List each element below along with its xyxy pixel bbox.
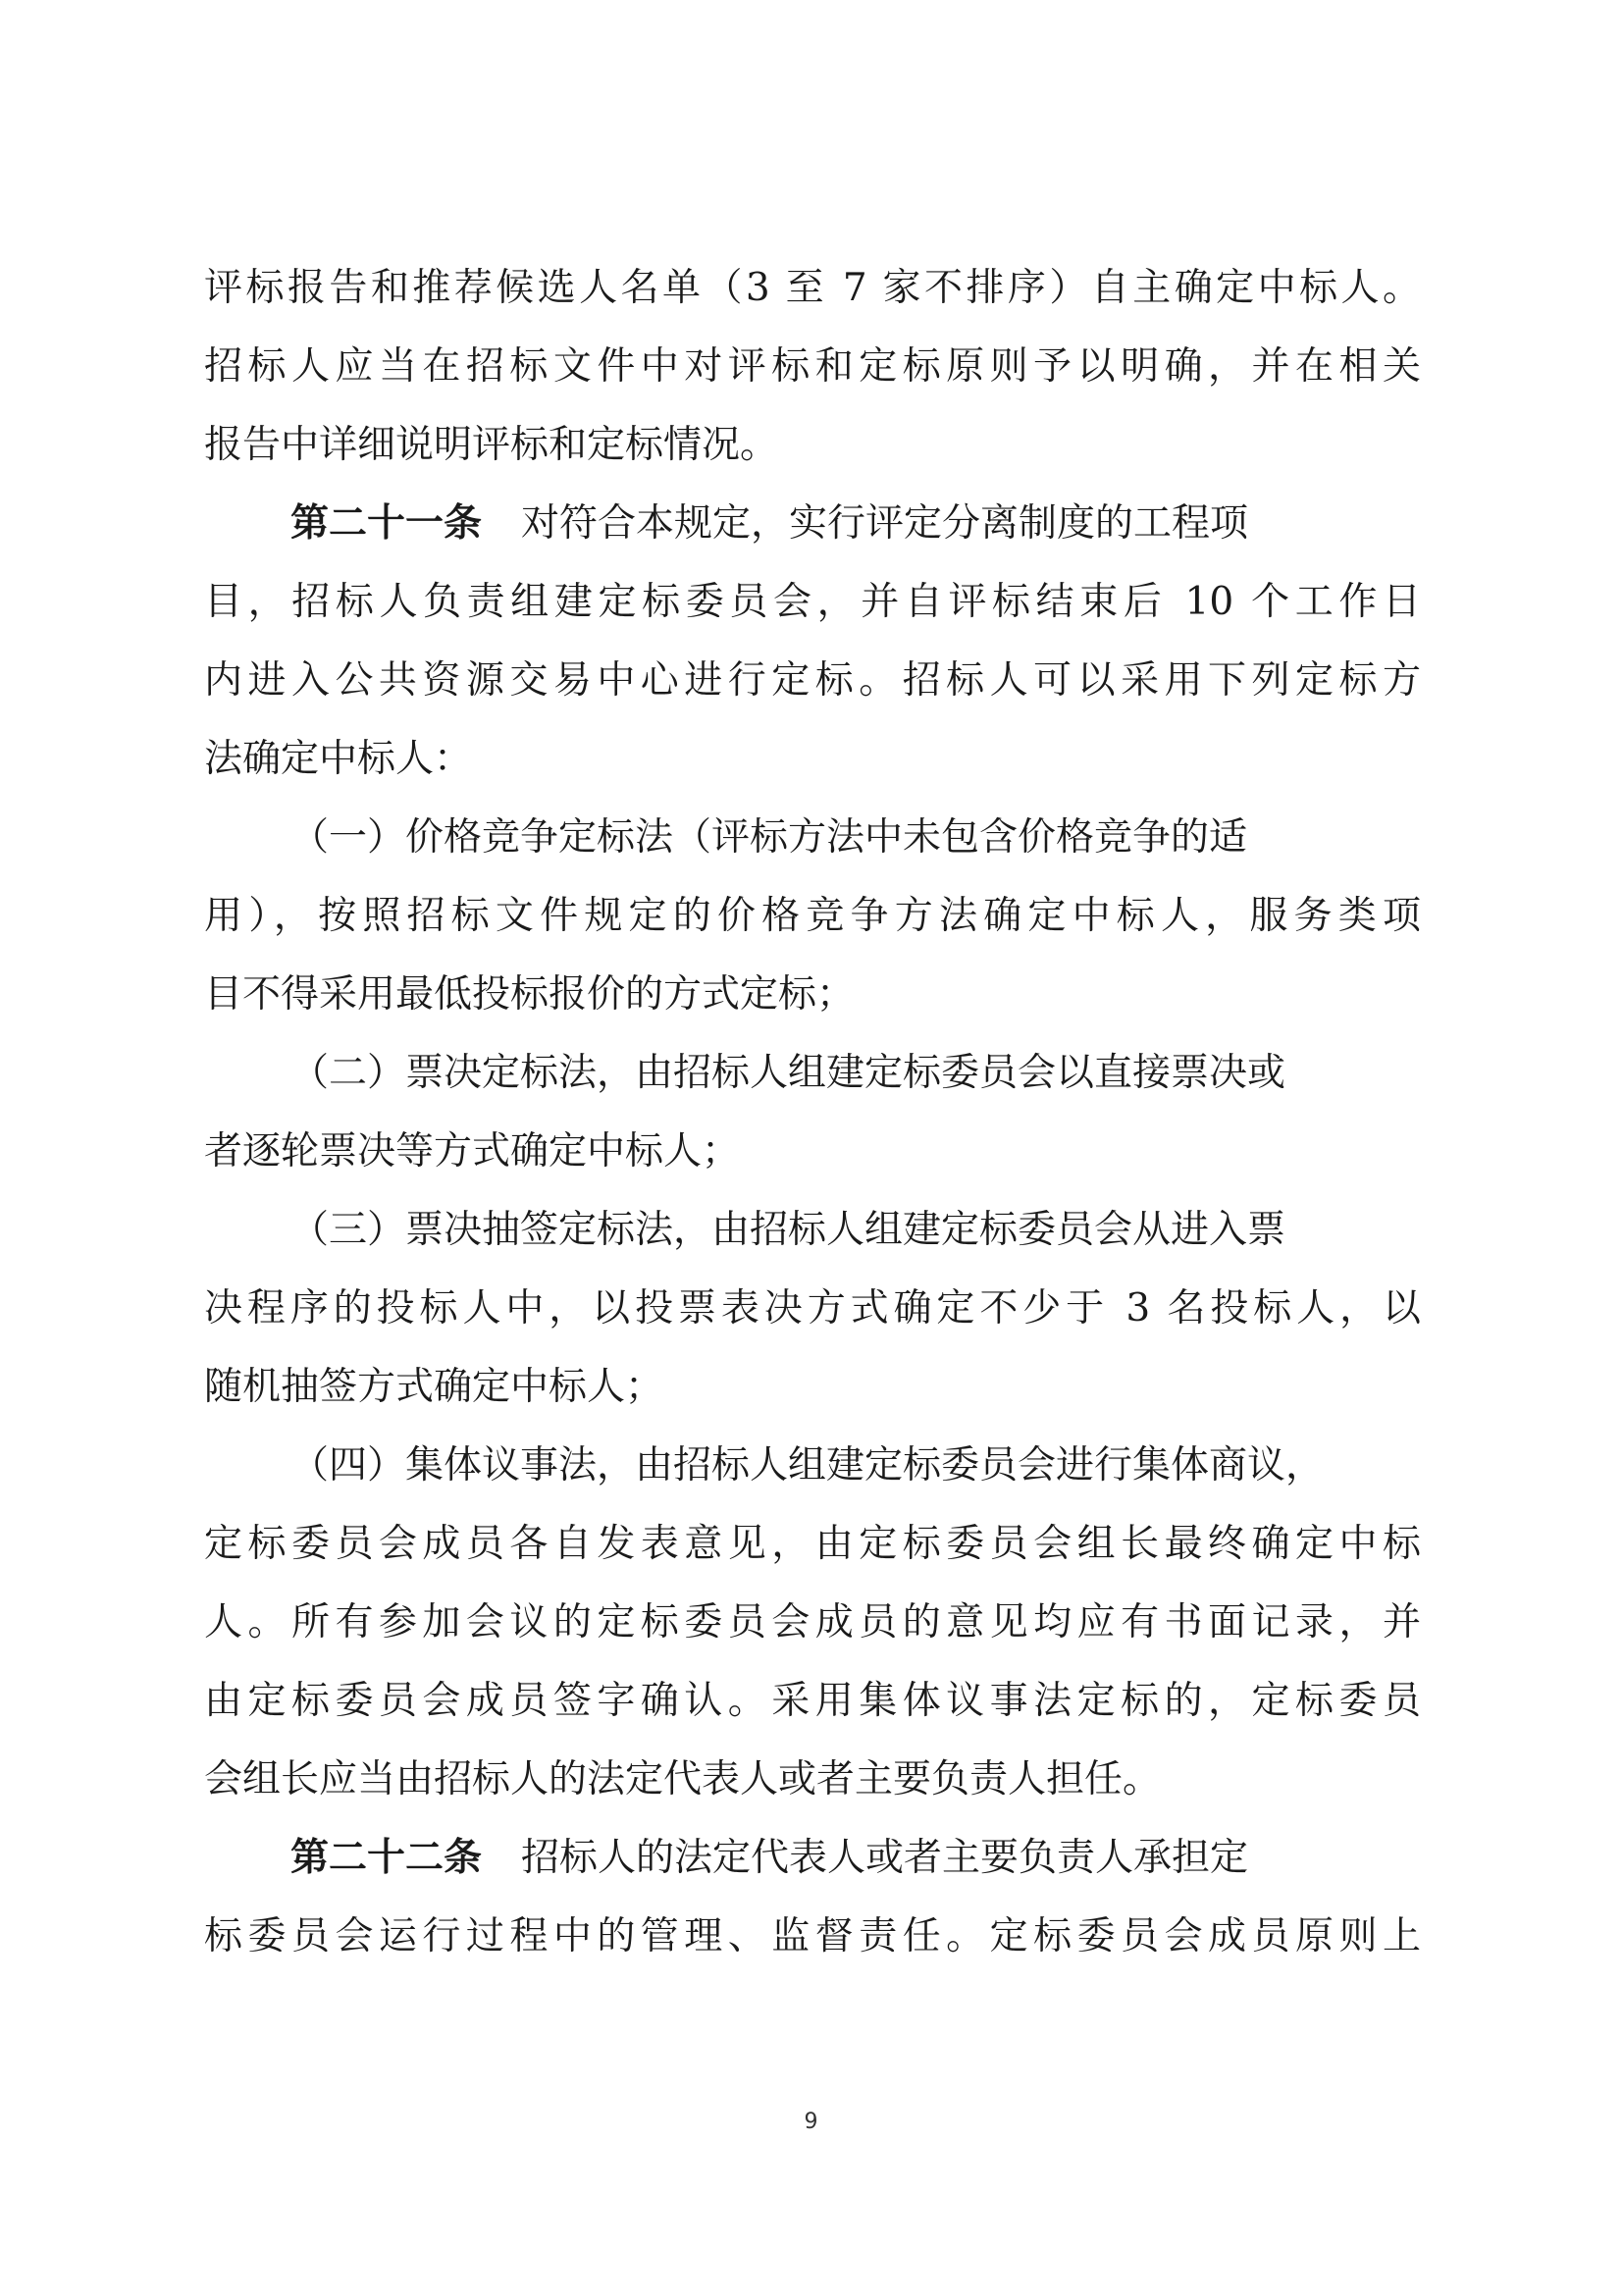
body-line: 目不得采用最低投标报价的方式定标；: [204, 972, 856, 1017]
body-line: 决程序的投标人中，以投票表决方式确定不少于 3 名投标人，以: [204, 1286, 1421, 1331]
body-line: 对符合本规定，实行评定分离制度的工程项: [521, 501, 1249, 546]
body-line: 者逐轮票决等方式确定中标人；: [204, 1129, 741, 1174]
body-line: 标委员会运行过程中的管理、监督责任。定标委员会成员原则上: [204, 1914, 1421, 1958]
body-line: 定标委员会成员各自发表意见，由定标委员会组长最终确定中标: [204, 1522, 1421, 1566]
body-line: 目，招标人负责组建定标委员会，并自评标结束后 10 个工作日: [204, 580, 1421, 624]
body-line: 由定标委员会成员签字确认。采用集体议事法定标的，定标委员: [204, 1679, 1421, 1723]
article-22-heading: 第二十二条: [290, 1836, 483, 1880]
article-21-first-line: [290, 493, 1421, 555]
body-line: 用），按照招标文件规定的价格竞争方法确定中标人，服务类项: [204, 894, 1421, 938]
body-line: 招标人应当在招标文件中对评标和定标原则予以明确，并在相关: [204, 344, 1421, 389]
article-22-first-line: [290, 1827, 1421, 1890]
body-line: 法确定中标人：: [204, 737, 473, 781]
body-line: 招标人的法定代表人或者主要负责人承担定: [521, 1836, 1249, 1880]
body-line: （一）价格竞争定标法（评标方法中未包含价格竞争的适: [290, 815, 1248, 860]
body-line: （二）票决定标法，由招标人组建定标委员会以直接票决或: [290, 1051, 1286, 1095]
body-line: 人。所有参加会议的定标委员会成员的意见均应有书面记录，并: [204, 1600, 1421, 1644]
body-line: （四）集体议事法，由招标人组建定标委员会进行集体商议，: [290, 1443, 1325, 1487]
body-line: 报告中详细说明评标和定标情况。: [204, 423, 779, 467]
page-number: 9: [804, 2110, 818, 2134]
body-line: 评标报告和推荐候选人名单（3 至 7 家不排序）自主确定中标人。: [204, 266, 1421, 310]
body-line: 内进入公共资源交易中心进行定标。招标人可以采用下列定标方: [204, 658, 1421, 703]
body-line: 随机抽签方式确定中标人；: [204, 1365, 664, 1409]
body-line: （三）票决抽签定标法，由招标人组建定标委员会从进入票: [290, 1208, 1286, 1252]
article-21-heading: 第二十一条: [290, 501, 483, 546]
body-line: 会组长应当由招标人的法定代表人或者主要负责人担任。: [204, 1757, 1162, 1801]
